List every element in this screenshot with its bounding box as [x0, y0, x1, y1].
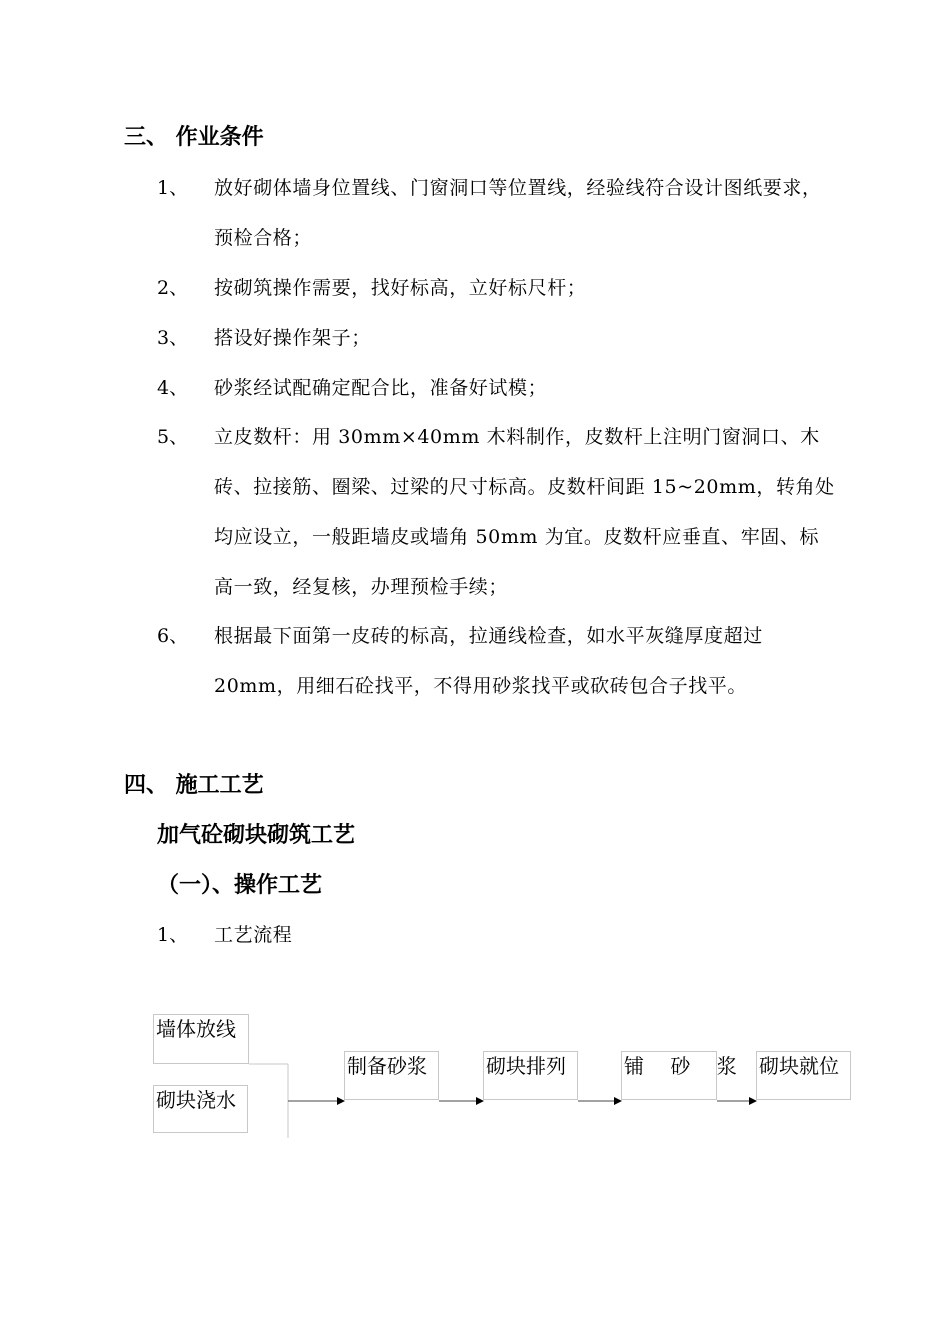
- subsection-title: （一）、操作工艺: [157, 873, 323, 898]
- item-number: 1、: [157, 924, 189, 946]
- item-text: 工艺流程: [214, 924, 293, 946]
- item-number: 3、: [157, 327, 189, 349]
- flow-box-mortar-spreading: 铺 砂 浆: [621, 1051, 717, 1100]
- item-number: 1、: [157, 177, 189, 199]
- item-text: 按砌筑操作需要，找好标高，立好标尺杆；: [214, 277, 587, 299]
- item-text: 搭设好操作架子；: [214, 327, 371, 349]
- item-number: 6、: [157, 625, 189, 647]
- item-text: 砂浆经试配确定配合比，准备好试模；: [214, 377, 548, 399]
- item-text: 放好砌体墙身位置线、门窗洞口等位置线，经验线符合设计图纸要求，预检合格；: [214, 177, 822, 249]
- flow-box-block-watering: 砌块浇水: [153, 1085, 248, 1133]
- section-3-title: 三、 作业条件: [124, 125, 264, 150]
- item-number: 2、: [157, 277, 189, 299]
- item-number: 5、: [157, 426, 189, 448]
- flow-box-block-arrangement: 砌块排列: [483, 1051, 578, 1100]
- flow-box-mortar-prep: 制备砂浆: [344, 1051, 439, 1100]
- flow-box-block-placement: 砌块就位: [756, 1051, 851, 1100]
- section-4-subtitle: 加气砼砌块砌筑工艺: [157, 823, 356, 848]
- item-text: 根据最下面第一皮砖的标高，拉通线检查，如水平灰缝厚度超过 20mm，用细石砼找平，不得用砂浆找平或砍砖包合子找平。: [214, 625, 763, 697]
- flow-box-wall-layout: 墙体放线: [153, 1014, 249, 1064]
- item-text: 立皮数杆：用 30mm×40mm 木料制作，皮数杆上注明门窗洞口、木砖、拉接筋、圈梁、过梁的尺寸标高。皮数杆间距 15~20mm，转角处均应设立，一般距墙皮或墙角 50mm 为宜。皮数杆应垂直、牢固、标高一致，经复核，办理预检手续；: [214, 426, 835, 598]
- section-4-title: 四、 施工工艺: [124, 773, 264, 798]
- item-number: 4、: [157, 377, 189, 399]
